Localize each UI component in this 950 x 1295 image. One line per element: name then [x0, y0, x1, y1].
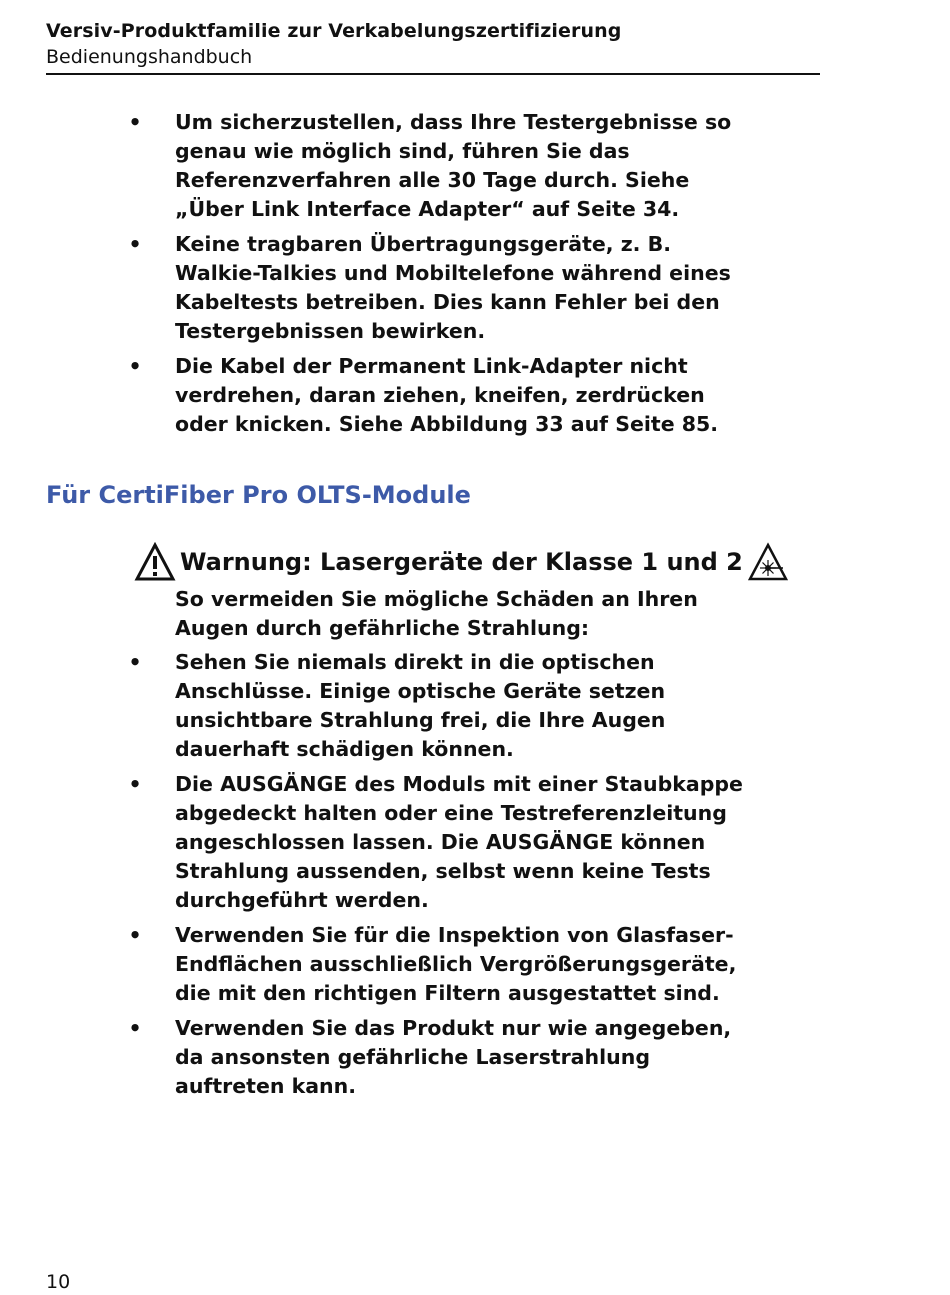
list-item-text: Die AUSGÄNGE des Moduls mit einer Staubkappe abgedeckt halten oder eine Testreferenzleitung angeschlossen lassen. Die AUSGÄNGE können Strahlung aussenden, selbst wenn keine Tests durchgeführt werden.: [175, 772, 743, 912]
warning-title: Warnung: Lasergeräte der Klasse 1 und 2: [180, 548, 743, 576]
list-item: [128, 108, 748, 224]
warning-title-row: [134, 540, 789, 584]
list-item: [128, 770, 748, 915]
bullet-marker: •: [128, 923, 142, 947]
document-title: Versiv-Produktfamilie zur Verkabelungszertifizierung: [46, 20, 622, 42]
list-item: [128, 230, 748, 346]
document-subtitle: Bedienungshandbuch: [46, 46, 253, 68]
list-item: [128, 921, 748, 1008]
warning-intro-text: So vermeiden Sie mögliche Schäden an Ihren Augen durch gefährliche Strahlung:: [175, 587, 698, 640]
top-bullet-list: [128, 108, 748, 445]
warning-bullet-list: [128, 648, 748, 1107]
bullet-marker: •: [128, 354, 142, 378]
page-header: [46, 18, 820, 70]
list-item: [128, 648, 748, 764]
bullet-marker: •: [128, 772, 142, 796]
bullet-marker: •: [128, 650, 142, 674]
list-item: [128, 1014, 748, 1101]
bullet-marker: •: [128, 232, 142, 256]
list-item-text: Verwenden Sie für die Inspektion von Glasfaser-Endflächen ausschließlich Vergrößerungsgeräte, die mit den richtigen Filtern ausgestattet sind.: [175, 923, 737, 1005]
list-item-text: Sehen Sie niemals direkt in die optischen Anschlüsse. Einige optische Geräte setzen unsichtbare Strahlung frei, die Ihre Augen dauerhaft schädigen können.: [175, 650, 666, 761]
list-item-text: Die Kabel der Permanent Link-Adapter nicht verdrehen, daran ziehen, kneifen, zerdrücken oder knicken. Siehe Abbildung 33 auf Seite 85.: [175, 354, 719, 436]
page-number: 10: [46, 1271, 71, 1293]
warning-triangle-icon: [134, 542, 176, 582]
header-divider: [46, 73, 820, 75]
bullet-marker: •: [128, 1016, 142, 1040]
list-item-text: Um sicherzustellen, dass Ihre Testergebnisse so genau wie möglich sind, führen Sie das Referenzverfahren alle 30 Tage durch. Siehe „Über Link Interface Adapter“ auf Seite 34.: [175, 110, 732, 221]
list-item-text: Keine tragbaren Übertragungsgeräte, z. B. Walkie-Talkies und Mobiltelefone während eines Kabeltests betreiben. Dies kann Fehler bei den Testergebnissen bewirken.: [175, 232, 731, 343]
bullet-marker: •: [128, 110, 142, 134]
list-item: [128, 352, 748, 439]
laser-hazard-icon: [747, 542, 789, 582]
section-heading: Für CertiFiber Pro OLTS-Module: [46, 481, 471, 509]
list-item-text: Verwenden Sie das Produkt nur wie angegeben, da ansonsten gefährliche Laserstrahlung auftreten kann.: [175, 1016, 732, 1098]
